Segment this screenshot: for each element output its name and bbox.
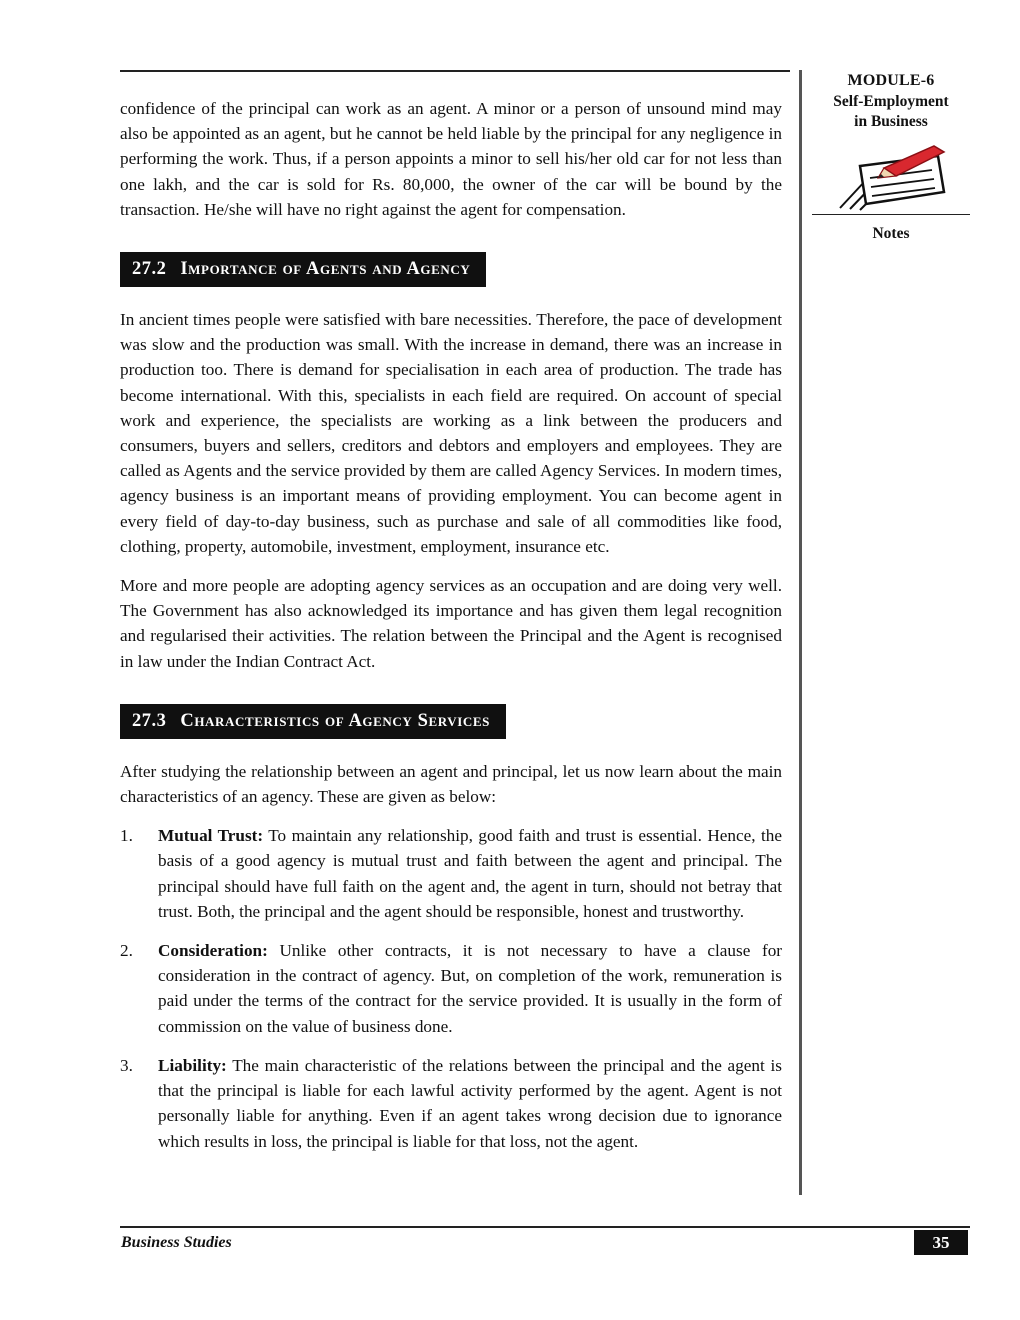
section-heading-27-2 <box>120 252 486 287</box>
list-item-title: Mutual Trust: <box>158 826 264 846</box>
list-item-text: To maintain any relationship, good faith and trust is essential. Hence, the basis of a good agency is mutual trust and faith between the agent and principal. The principal should have full faith on the agent and, the agent in turn, should not betray that trust. Both, the principal and the agent should be responsible, honest and trustworthy. <box>158 826 782 921</box>
list-item-number: 3. <box>120 1055 133 1075</box>
paragraph-characteristics-intro: After studying the relationship between an agent and principal, let us now learn about the main characteristics of an agency. These are given as below: <box>120 761 782 807</box>
list-item-title: Liability: <box>158 1055 227 1075</box>
characteristics-list <box>120 823 782 1153</box>
module-sidebar <box>812 72 970 243</box>
notes-rule <box>812 214 970 215</box>
notes-label: Notes <box>872 225 910 242</box>
page-number-badge: 35 <box>914 1230 968 1255</box>
section-number: 27.2 <box>132 259 167 280</box>
list-item-body <box>158 823 782 924</box>
footer-book-title: Business Studies <box>121 1234 232 1251</box>
top-rule <box>120 70 790 72</box>
list-item-body <box>158 1053 782 1154</box>
list-item-body <box>158 938 782 1039</box>
list-item <box>120 938 782 1039</box>
section-title: Importance of Agents and Agency <box>180 259 471 280</box>
section-title: Characteristics of Agency Services <box>180 710 491 731</box>
paragraph-importance-1: In ancient times people were satisfied with bare necessities. Therefore, the pace of development was slow and the production was small. With the increase in demand, there was an increase in production too. There is demand for specialisation in each area of production. The trade has become international. With this, specialists in each field are required. On account of special work and experience, the specialists are working as a link between the producers and consumers, buyers and sellers, creditors and debtors and employers and employees. They are called as Agents and the service provided by them are called Agency Services. In modern times, agency business is an important means of providing employment. You can become agent in every field of day-to-day business, such as purchase and sale of all commodities like food, clothing, property, automobile, investment, employment, insurance etc. <box>120 310 782 556</box>
sidebar-divider <box>799 70 802 1195</box>
paragraph-importance-2: More and more people are adopting agency services as an occupation and are doing very well. The Government has also acknowledged its importance and has given them legal recognition and regularised their activities. The relation between the Principal and the Agent is recognised in law under the Indian Contract Act. <box>120 576 782 671</box>
list-item-number: 2. <box>120 941 133 961</box>
main-content <box>120 96 782 1168</box>
notes-pencil-icon <box>826 140 956 212</box>
section-heading-27-3 <box>120 704 506 739</box>
list-item <box>120 823 782 924</box>
module-label: MODULE-6 <box>847 72 935 89</box>
list-item-number: 1. <box>120 826 133 846</box>
module-subtitle: Self-Employment in Business <box>833 93 949 130</box>
paragraph-intro: confidence of the principal can work as an agent. A minor or a person of unsound mind may also be appointed as an agent, but he cannot be held liable by the principal for any negligence in performing the work. Thus, if a person appoints a minor to sell his/her old car for not less than one lakh, and the car is sold for Rs. 80,000, the owner of the car will be bound by the transaction. He/she will have no right against the agent for compensation. <box>120 99 782 219</box>
footer-rule <box>120 1226 970 1228</box>
section-number: 27.3 <box>132 710 167 731</box>
list-item <box>120 1053 782 1154</box>
list-item-title: Consideration: <box>158 941 268 961</box>
list-item-text: Unlike other contracts, it is not necessary to have a clause for consideration in the contract of agency. But, on completion of the work, remuneration is paid under the terms of the contract for the service provided. It is usually in the form of commission on the value of business done. <box>158 941 783 1036</box>
list-item-text: The main characteristic of the relations between the principal and the agent is that the principal is liable for each lawful activity performed by the agent. Agent is not personally liable for anything. Even if an agent takes wrong decision due to ignorance which results in loss, the principal is liable for that loss, not the agent. <box>158 1055 782 1151</box>
